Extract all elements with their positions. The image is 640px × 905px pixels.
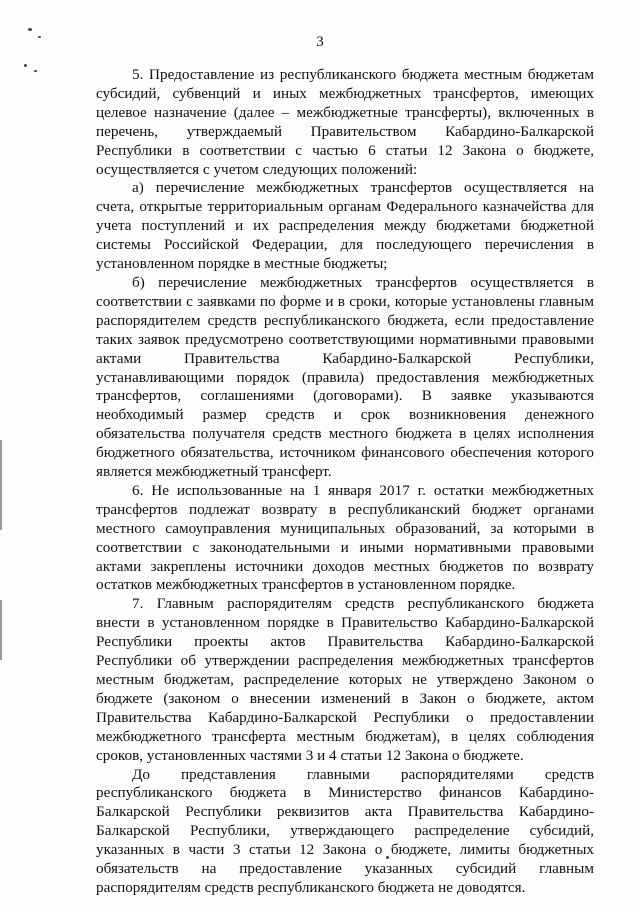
paragraph-6: 6. Не использованные на 1 января 2017 г. остатки межбюджетных трансфертов подлежат возврату в республиканский бюджет органами местного самоуправления муниципальных образований, за которыми в соответствии с законодательными и иными нормативными правовыми актами закреплены источники доходов местных бюджетов по возврату остатков межбюджетных трансфертов в установленном порядке.	[96, 481, 594, 594]
paragraph-7-continued: До представления главными распорядителями средств республиканского бюджета в Министерство финансов Кабардино-Балкарской Республики реквизитов акта Правительства Кабардино-Балкарской Республики, утверждающего распределение субсидий, указанных в части 3 статьи 12 Закона о бюджете, лимиты бюджетных обязательств на предоставление указанных субсидий главным распорядителям средств республиканского бюджета не доводятся.	[96, 765, 594, 896]
page-number: 3	[316, 34, 324, 50]
paragraph-5a: а) перечисление межбюджетных трансфертов осуществляется на счета, открытые территориальным органам Федерального казначейства для учета поступлений и их распределения между бюджетами бюджетной системы Российской Федерации, для последующего перечисления в установленном порядке в местные бюджеты;	[96, 179, 594, 273]
scan-edge-shadow	[0, 440, 2, 530]
paragraph-5: 5. Предоставление из республиканского бюджета местным бюджетам субсидий, субвенций и иных межбюджетных трансфертов, имеющих целевое назначение (далее – межбюджетные трансферты), включенных в перечень, утверждаемый Правительством Кабардино-Балкарской Республики в соответствии с частью 6 статьи 12 Закона о бюджете, осуществляется с учетом следующих положений:	[96, 66, 594, 178]
paragraph-5b: б) перечисление межбюджетных трансфертов осуществляется в соответствии с заявками по форме и в сроки, которые установлены главным распорядителем средств республиканского бюджета, если предоставление таких заявок предусмотрено соответствующими нормативными правовыми актами Правительства Кабардино-Балкарской Республики, устанавливающими порядок (правила) предоставления межбюджетных трансфертов, соглашениями (договорами). В заявке указываются необходимый размер средств и срок возникновения денежного обязательства получателя средств местного бюджета в целях исполнения бюджетного обязательства, источником финансового обеспечения которого является межбюджетный трансферт.	[96, 273, 594, 481]
scan-speck	[28, 28, 32, 31]
scan-edge-shadow	[0, 600, 2, 660]
scan-speck	[34, 70, 37, 72]
document-body	[96, 66, 594, 898]
paragraph-7: 7. Главным распорядителям средств республиканского бюджета внести в установленном порядке в Правительство Кабардино-Балкарской Республики проекты актов Правительства Кабардино-Балкарской Республики об утверждении распределения межбюджетных трансфертов местным бюджетам, распределение которых не утверждено Законом о бюджете (законом о внесении изменений в Закон о бюджете, актом Правительства Кабардино-Балкарской Республики о предоставлении межбюджетного трансферта местным бюджетам), в целях соблюдения сроков, установленных частями 3 и 4 статьи 12 Закона о бюджете.	[96, 595, 594, 764]
scan-speck	[24, 64, 27, 67]
